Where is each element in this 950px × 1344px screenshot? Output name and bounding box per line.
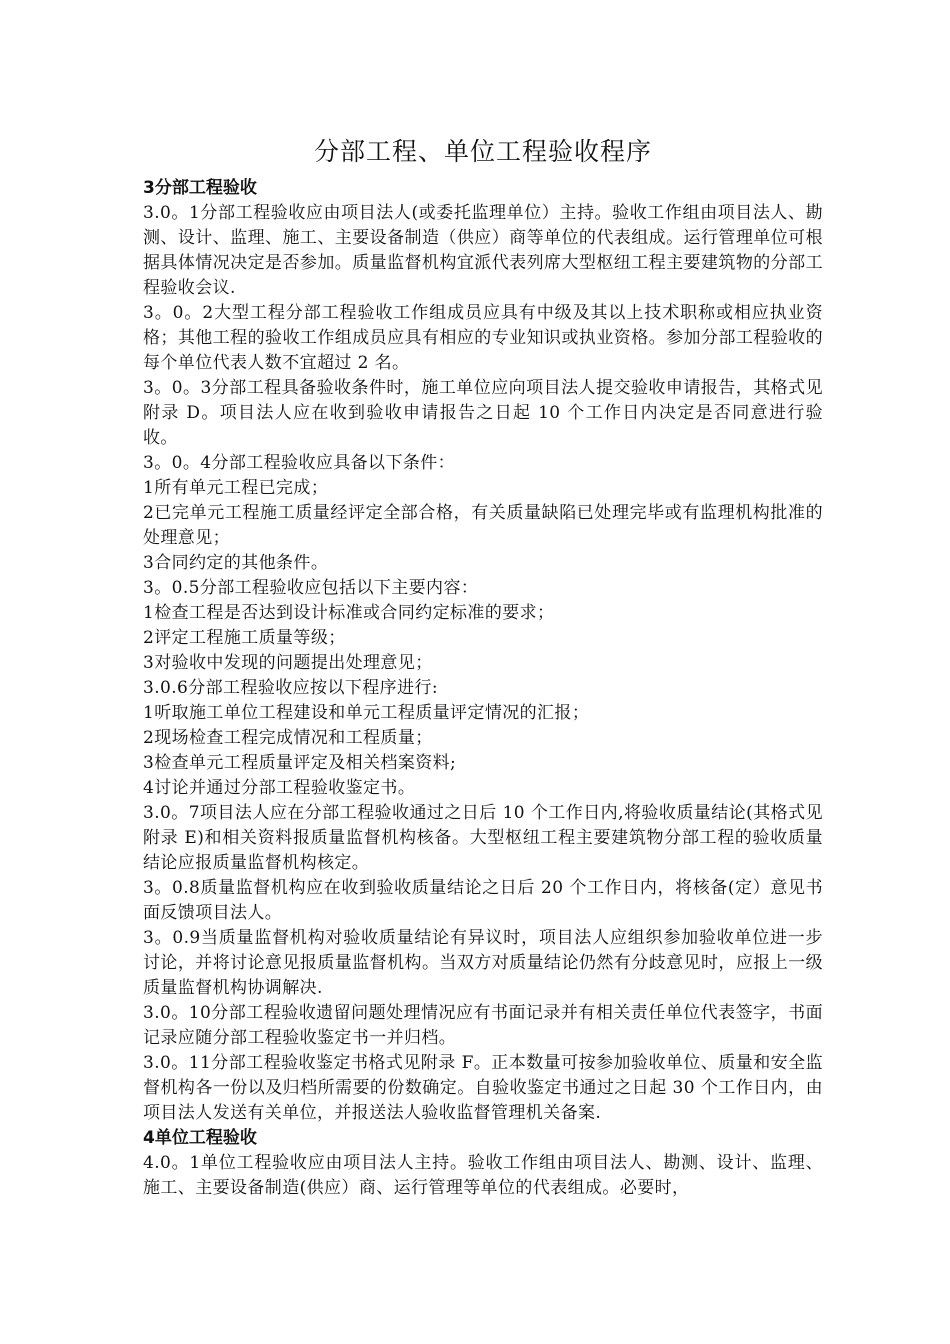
- document-title: 分部工程、单位工程验收程序: [313, 137, 652, 166]
- clause-3-0-1: 3.0。1分部工程验收应由项目法人(或委托监理单位）主持。验收工作组由项目法人、勘测、设计、监理、施工、主要设备制造（供应）商等单位的代表组成。运行管理单位可根据具体情况决定是否参加。质量监督机构宜派代表列席大型枢纽工程主要建筑物的分部工程验收会议.: [143, 203, 823, 298]
- list-item: 3检查单元工程质量评定及相关档案资料;: [143, 753, 457, 773]
- clause-3-0-11: 3.0。11分部工程验收鉴定书格式见附录 F。正本数量可按参加验收单位、质量和安全监督机构各一份以及归档所需要的份数确定。自验收鉴定书通过之日起 30 个工作日内，由项目法人发送有关单位，并报送法人验收监督管理机关备案.: [143, 1053, 823, 1123]
- clause-3-0-7: 3.0。7项目法人应在分部工程验收通过之日后 10 个工作日内,将验收质量结论(其格式见附录 E)和相关资料报质量监督机构核备。大型枢纽工程主要建筑物分部工程的验收质量结论应报质量监督机构核定。: [143, 803, 823, 873]
- clause-4-0-1: 4.0。1单位工程验收应由项目法人主持。验收工作组由项目法人、勘测、设计、监理、施工、主要设备制造(供应）商、运行管理等单位的代表组成。必要时，: [143, 1153, 823, 1198]
- document-page: [143, 128, 823, 1201]
- list-item: 3对验收中发现的问题提出处理意见；: [143, 653, 433, 673]
- list-item: 3合同约定的其他条件。: [143, 553, 329, 573]
- list-item: 1检查工程是否达到设计标准或合同约定标准的要求；: [143, 603, 555, 623]
- clause-3-0-9: 3。0.9当质量监督机构对验收质量结论有异议时，项目法人应组织参加验收单位进一步讨论，并将讨论意见报质量监督机构。当双方对质量结论仍然有分歧意见时，应报上一级质量监督机构协调解决.: [143, 928, 823, 998]
- list-item: 4讨论并通过分部工程验收鉴定书。: [143, 778, 416, 798]
- clause-3-0-5: 3。0.5分部工程验收应包括以下主要内容：: [143, 578, 479, 598]
- clause-3-0-4: 3。0。4分部工程验收应具备以下条件：: [143, 453, 456, 473]
- section-heading: 3分部工程验收: [143, 178, 257, 198]
- clause-3-0-3: 3。0。3分部工程具备验收条件时，施工单位应向项目法人提交验收申请报告，其格式见附录 D。项目法人应在收到验收申请报告之日起 10 个工作日内决定是否同意进行验收。: [143, 378, 823, 448]
- list-item: 1听取施工单位工程建设和单元工程质量评定情况的汇报；: [143, 703, 590, 723]
- clause-3-0-6: 3.0.6分部工程验收应按以下程序进行:: [143, 678, 438, 698]
- clause-3-0-8: 3。0.8质量监督机构应在收到验收质量结论之日后 20 个工作日内，将核备(定）意见书面反馈项目法人。: [143, 878, 823, 923]
- list-item: 2评定工程施工质量等级；: [143, 628, 346, 648]
- list-item: 1所有单元工程已完成；: [143, 478, 329, 498]
- clause-3-0-2: 3。0。2大型工程分部工程验收工作组成员应具有中级及其以上技术职称或相应执业资格；其他工程的验收工作组成员应具有相应的专业知识或执业资格。参加分部工程验收的每个单位代表人数不宜超过 2 名。: [143, 303, 823, 373]
- list-item: 2现场检查工程完成情况和工程质量；: [143, 728, 433, 748]
- section-heading: 4单位工程验收: [143, 1128, 257, 1148]
- list-item: 2已完单元工程施工质量经评定全部合格，有关质量缺陷已处理完毕或有监理机构批准的处理意见；: [143, 503, 823, 548]
- section-4: [143, 1126, 823, 1201]
- section-3: [143, 176, 823, 1126]
- clause-3-0-10: 3.0。10分部工程验收遗留问题处理情况应有书面记录并有相关责任单位代表签字，书面记录应随分部工程验收鉴定书一并归档。: [143, 1003, 823, 1048]
